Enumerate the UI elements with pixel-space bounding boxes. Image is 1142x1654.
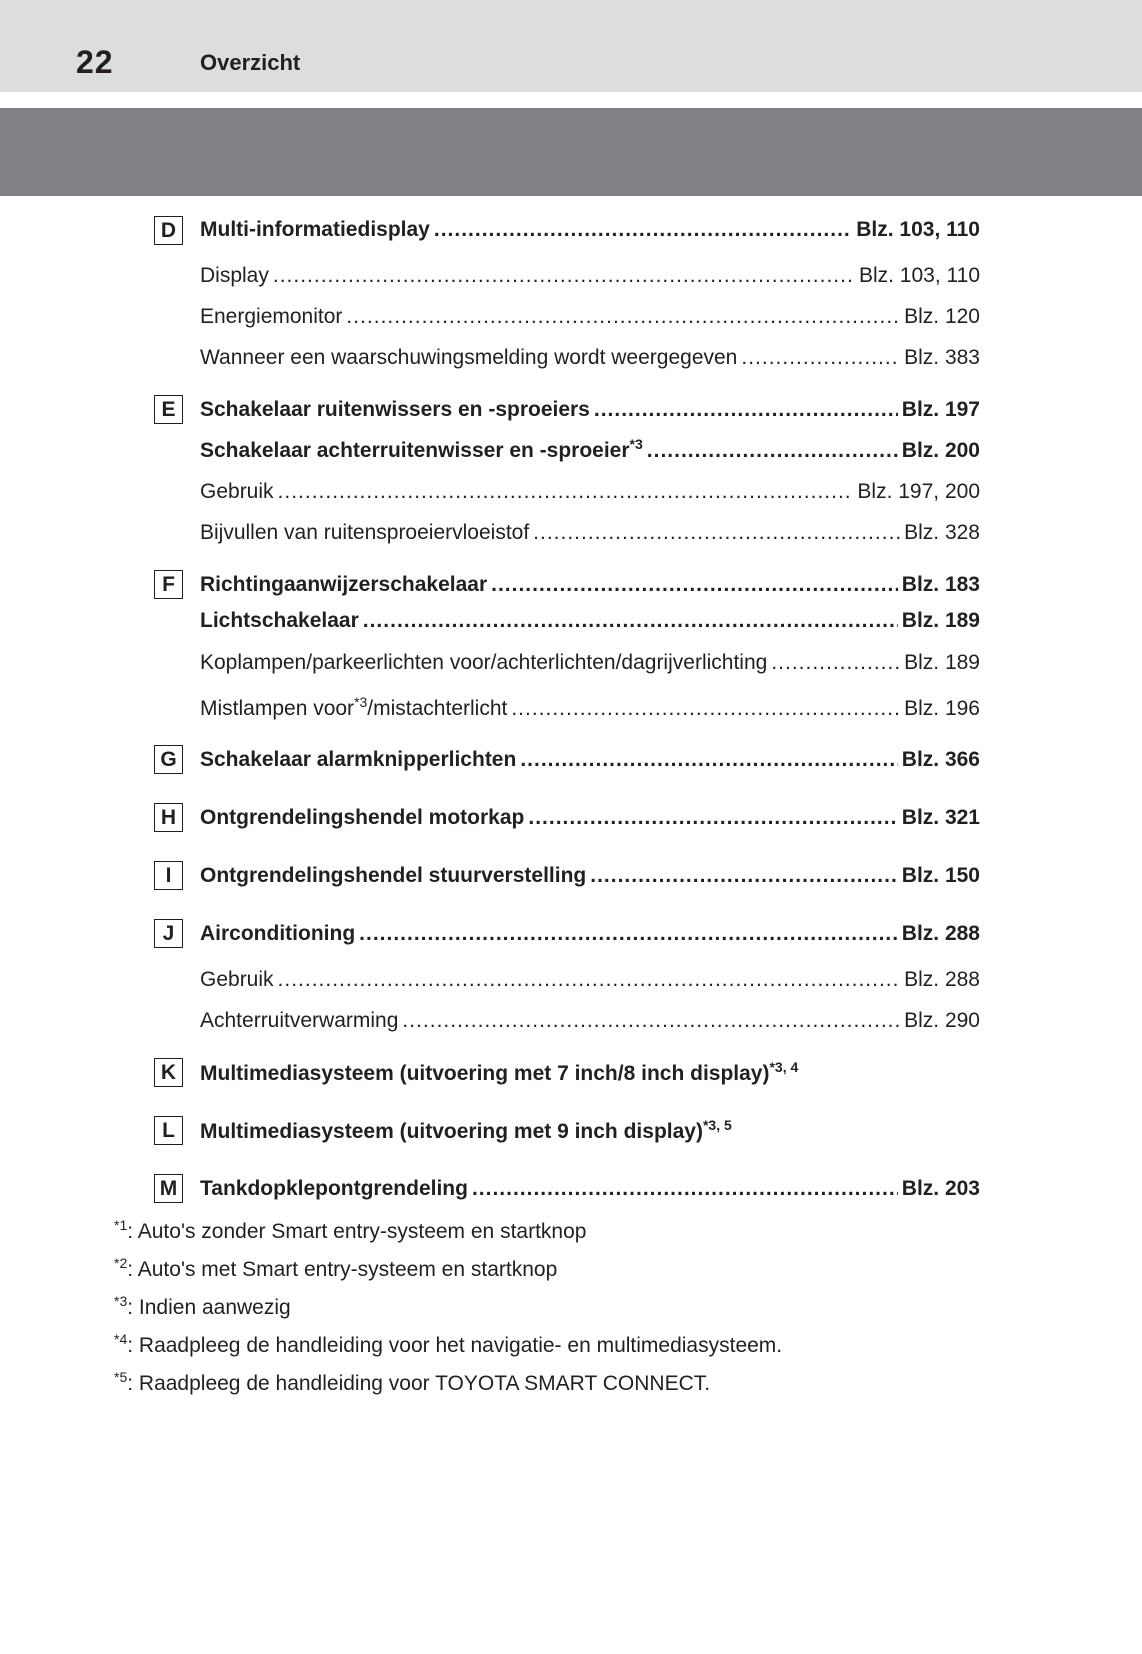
- footnote-1: $^{*1}$: Auto's zonder Smart entry-systeem en startknop: [114, 1217, 587, 1243]
- entry-label: Mistlampen voor$^{*3}$/mistachterlicht: [200, 694, 508, 720]
- toc-entry-multi-informatiedisplay[interactable]: [200, 218, 980, 242]
- dot-leader: [741, 346, 900, 370]
- entry-page: Blz. 200: [901, 439, 980, 462]
- toc-subentry-mistlampen[interactable]: [200, 694, 980, 721]
- footnote-3: $^{*3}$: Indien aanwezig: [114, 1293, 291, 1319]
- entry-label: Achterruitverwarming: [200, 1009, 399, 1032]
- dot-leader: [528, 806, 897, 830]
- entry-page: Blz. 196: [904, 697, 980, 720]
- dot-leader: [647, 439, 898, 463]
- dot-leader: [273, 264, 855, 288]
- section-letter-g: G: [154, 745, 183, 774]
- footnote-ref: *3, 4: [769, 1059, 799, 1075]
- toc-entry-achterruitenwisser[interactable]: [200, 436, 980, 463]
- entry-page: Blz. 103, 110: [858, 264, 980, 287]
- section-letter-d: D: [154, 216, 183, 245]
- toc-subentry-waarschuwingsmelding[interactable]: [200, 346, 980, 370]
- footnote-4: $^{*4}$: Raadpleeg de handleiding voor het navigatie- en multimediasysteem.: [114, 1331, 783, 1357]
- page-number: 22: [76, 44, 114, 80]
- entry-page: Blz. 197, 200: [857, 480, 980, 503]
- footnote-ref: *3, 5: [702, 1117, 732, 1133]
- toc-subentry-gebruik-ruitenwisser[interactable]: [200, 480, 980, 504]
- footnote-5: $^{*5}$: Raadpleeg de handleiding voor TOYOTA SMART CONNECT.: [114, 1369, 711, 1395]
- footnote-mark: *2: [114, 1255, 128, 1271]
- header-bar: [0, 0, 1142, 92]
- entry-label: Schakelaar alarmknipperlichten: [200, 748, 517, 771]
- entry-label: Tankdopklepontgrendeling: [200, 1177, 468, 1200]
- entry-label: Ontgrendelingshendel stuurverstelling: [200, 864, 587, 887]
- toc-subentry-koplampen[interactable]: [200, 651, 980, 675]
- entry-page: Blz. 328: [904, 521, 980, 544]
- dot-leader: [434, 218, 852, 242]
- footnote-2: $^{*2}$: Auto's met Smart entry-systeem en startknop: [114, 1255, 558, 1281]
- entry-page: Blz. 150: [901, 864, 980, 887]
- footnote-ref: *3: [354, 694, 368, 710]
- header-band: [0, 108, 1142, 196]
- entry-page: Blz. 103, 110: [856, 218, 980, 241]
- entry-page: Blz. 288: [904, 968, 980, 991]
- entry-page: Blz. 197: [901, 398, 980, 421]
- toc-entry-alarmknipperlichten[interactable]: [200, 748, 980, 772]
- dot-leader: [472, 1177, 898, 1201]
- section-letter-m: M: [154, 1174, 183, 1203]
- entry-label: Schakelaar ruitenwissers en -sproeiers: [200, 398, 590, 421]
- toc-entry-airconditioning[interactable]: [200, 922, 980, 946]
- dot-leader: [359, 922, 898, 946]
- footnote-mark: *1: [114, 1217, 128, 1233]
- toc-entry-multimedia-9-inch[interactable]: [200, 1117, 980, 1144]
- entry-label: Richtingaanwijzerschakelaar: [200, 573, 488, 596]
- toc-entry-stuurverstelling[interactable]: [200, 864, 980, 888]
- dot-leader: [511, 697, 900, 721]
- entry-label: Multimediasysteem (uitvoering met 9 inch display)$^{*3, 5}$: [200, 1117, 732, 1143]
- header-divider: [0, 92, 1142, 108]
- toc-subentry-gebruik-airco[interactable]: [200, 968, 980, 992]
- entry-label: Gebruik: [200, 480, 274, 503]
- toc-entry-motorkap[interactable]: [200, 806, 980, 830]
- section-letter-j: J: [154, 919, 183, 948]
- toc-entry-ruitenwissers[interactable]: [200, 398, 980, 422]
- dot-leader: [594, 398, 898, 422]
- toc-subentry-ruitensproeiervloeistof[interactable]: [200, 521, 980, 545]
- section-letter-e: E: [154, 395, 183, 424]
- entry-label: Energiemonitor: [200, 305, 343, 328]
- dot-leader: [520, 748, 897, 772]
- toc-entry-multimedia-7-8-inch[interactable]: [200, 1059, 980, 1086]
- entry-label: Display: [200, 264, 269, 287]
- entry-page: Blz. 203: [901, 1177, 980, 1200]
- dot-leader: [771, 651, 900, 675]
- entry-label: Lichtschakelaar: [200, 609, 359, 632]
- toc-entry-lichtschakelaar[interactable]: [200, 609, 980, 633]
- entry-label: Airconditioning: [200, 922, 356, 945]
- footnote-mark: *4: [114, 1331, 128, 1347]
- footnote-mark: *5: [114, 1369, 128, 1385]
- entry-label: Gebruik: [200, 968, 274, 991]
- entry-page: Blz. 288: [901, 922, 980, 945]
- dot-leader: [278, 968, 901, 992]
- dot-leader: [402, 1009, 900, 1033]
- section-title: Overzicht: [200, 50, 301, 75]
- dot-leader: [363, 609, 898, 633]
- toc-subentry-achterruitverwarming[interactable]: [200, 1009, 980, 1033]
- section-letter-i: I: [154, 861, 183, 890]
- section-letter-f: F: [154, 570, 183, 599]
- entry-page: Blz. 383: [904, 346, 980, 369]
- section-letter-l: L: [154, 1116, 183, 1145]
- footnote-ref: *3: [629, 436, 643, 452]
- dot-leader: [491, 573, 898, 597]
- entry-label: Multi-informatiedisplay: [200, 218, 430, 241]
- entry-page: Blz. 189: [904, 651, 980, 674]
- section-letter-k: K: [154, 1058, 183, 1087]
- section-letter-h: H: [154, 803, 183, 832]
- entry-label: Ontgrendelingshendel motorkap: [200, 806, 525, 829]
- dot-leader: [590, 864, 898, 888]
- toc-subentry-display[interactable]: [200, 264, 980, 288]
- entry-label: Schakelaar achterruitenwisser en -sproeier$^{*3}$: [200, 436, 643, 462]
- entry-page: Blz. 366: [901, 748, 980, 771]
- footnote-mark: *3: [114, 1293, 128, 1309]
- dot-leader: [278, 480, 854, 504]
- dot-leader: [533, 521, 900, 545]
- entry-page: Blz. 321: [901, 806, 980, 829]
- toc-entry-tankdopklep[interactable]: [200, 1177, 980, 1201]
- entry-page: Blz. 120: [904, 305, 980, 328]
- toc-entry-richtingaanwijzer[interactable]: [200, 573, 980, 597]
- entry-page: Blz. 183: [901, 573, 980, 596]
- entry-label: Koplampen/parkeerlichten voor/achterlichten/dagrijverlichting: [200, 651, 768, 674]
- toc-subentry-energiemonitor[interactable]: [200, 305, 980, 329]
- entry-label: Bijvullen van ruitensproeiervloeistof: [200, 521, 530, 544]
- entry-label: Multimediasysteem (uitvoering met 7 inch/8 inch display)$^{*3, 4}$: [200, 1059, 799, 1085]
- entry-label: Wanneer een waarschuwingsmelding wordt weergegeven: [200, 346, 738, 369]
- entry-page: Blz. 290: [904, 1009, 980, 1032]
- dot-leader: [346, 305, 900, 329]
- entry-page: Blz. 189: [901, 609, 980, 632]
